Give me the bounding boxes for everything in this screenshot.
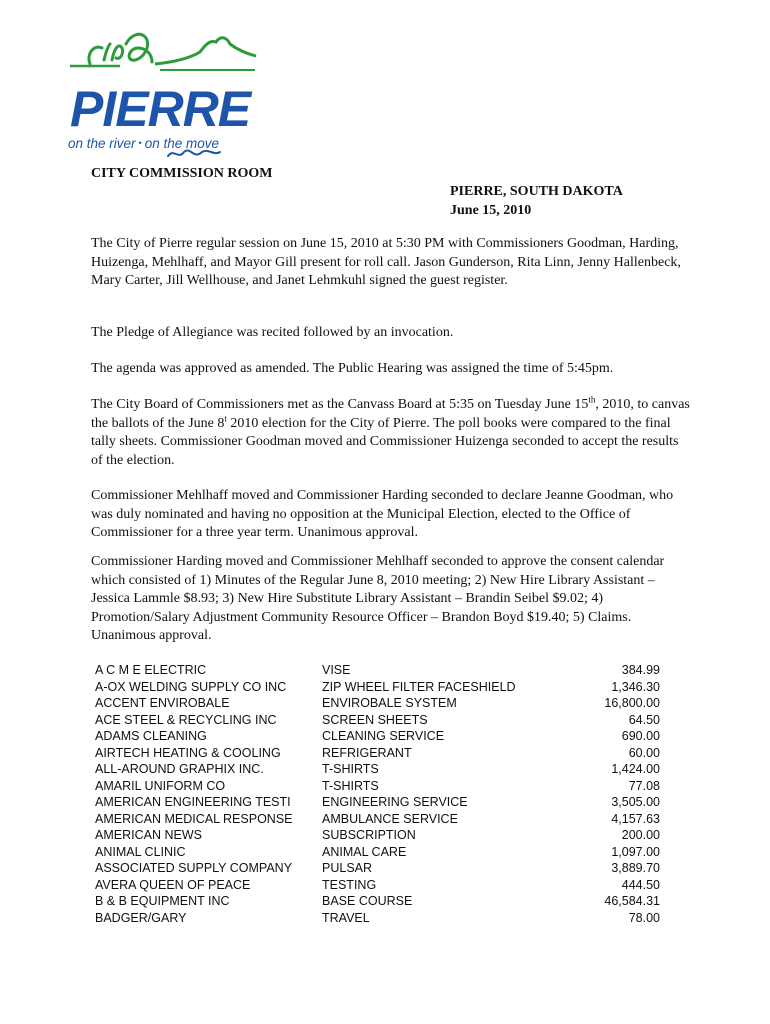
claim-row	[95, 695, 660, 712]
claim-row	[95, 662, 660, 679]
claim-row	[95, 712, 660, 729]
claim-row	[95, 778, 660, 795]
claim-description: VISE	[322, 663, 351, 677]
claim-vendor: AMARIL UNIFORM CO	[95, 778, 226, 793]
claim-amount: 46,584.31	[604, 894, 660, 908]
claim-amount: 3,505.00	[611, 795, 660, 809]
claim-vendor: AIRTECH HEATING & COOLING	[95, 745, 281, 760]
claim-amount: 78.00	[628, 910, 660, 925]
commissioner-election-paragraph: Commissioner Mehlhaff moved and Commissioner Harding seconded to declare Jeanne Goodman, who was duly nominated and having no opposition at the Municipal Election, elected to the Office of Commissioner for a three year term. Unanimous approval.	[91, 488, 674, 540]
claim-vendor: AMERICAN MEDICAL RESPONSE	[95, 811, 293, 826]
claim-description: TRAVEL	[322, 910, 370, 925]
claim-vendor: ACE STEEL & RECYCLING INC	[95, 712, 277, 727]
claim-vendor: ALL-AROUND GRAPHIX INC.	[95, 762, 264, 776]
claim-row	[95, 860, 660, 877]
claim-amount: 16,800.00	[604, 696, 660, 710]
claim-description: REFRIGERANT	[322, 745, 412, 760]
canvass-text-b: , 2010, to canvas the ballots of the June 8	[91, 397, 690, 431]
claim-amount: 3,889.70	[611, 861, 660, 875]
meeting-date: June 15, 2010	[450, 203, 532, 218]
claim-row	[95, 679, 660, 696]
claim-vendor: ADAMS CLEANING	[95, 729, 207, 743]
claim-description: SUBSCRIPTION	[322, 828, 416, 842]
logo-wordmark: PIERRE	[70, 81, 251, 137]
logo-underline-swoosh	[164, 146, 224, 162]
claim-vendor: B & B EQUIPMENT INC	[95, 894, 230, 908]
canvass-text-c: 2010 election for the City of Pierre. The poll books were compared to the final tally sheets. Commissioner Goodman moved and Commissioner Huizenga seconded to accept the results of the election.	[91, 415, 679, 468]
pledge-paragraph: The Pledge of Allegiance was recited followed by an invocation.	[91, 325, 454, 340]
location-date-heading	[450, 182, 623, 220]
canvass-text-a: The City Board of Commissioners met as the Canvass Board at 5:35 on Tuesday June 15	[91, 397, 589, 412]
claim-amount: 60.00	[628, 745, 660, 760]
tagline-right: on the move	[144, 136, 219, 151]
claim-description: T-SHIRTS	[322, 762, 379, 776]
claim-amount: 64.50	[628, 712, 660, 727]
consent-calendar-paragraph: Commissioner Harding moved and Commissioner Mehlhaff seconded to approve the consent calendar which consisted of 1) Minutes of the Regular June 8, 2010 meeting; 2) New Hire Library Assistant – Jessica Lammle $8.93; 3) New Hire Substitute Library Assistant – Brandin Seibel $9.02; 4) Promotion/Salary Adjustment Community Resource Officer – Brandon Boyd $19.40; 5) Claims. Unanimous approval.	[91, 554, 665, 643]
claim-amount: 444.50	[621, 877, 660, 892]
claim-row	[95, 811, 660, 828]
claim-row	[95, 761, 660, 778]
claim-description: AMBULANCE SERVICE	[322, 811, 458, 826]
claim-amount: 1,346.30	[611, 679, 660, 694]
claim-description: ZIP WHEEL FILTER FACESHIELD	[322, 679, 516, 694]
claim-vendor: AMERICAN ENGINEERING TESTI	[95, 795, 291, 809]
claim-description: ANIMAL CARE	[322, 844, 407, 859]
claim-amount: 77.08	[628, 778, 660, 793]
claim-vendor: A-OX WELDING SUPPLY CO INC	[95, 679, 287, 694]
city-heading: PIERRE, SOUTH DAKOTA	[450, 184, 623, 199]
agenda-paragraph: The agenda was approved as amended. The Public Hearing was assigned the time of 5:45pm.	[91, 361, 614, 376]
claim-description: T-SHIRTS	[322, 778, 379, 793]
claim-description: ENGINEERING SERVICE	[322, 795, 468, 809]
claim-description: TESTING	[322, 877, 377, 892]
claim-row	[95, 893, 660, 910]
claim-row	[95, 745, 660, 762]
tagline-left: on the river	[68, 136, 136, 151]
tagline-separator: •	[138, 138, 142, 148]
claim-description: SCREEN SHEETS	[322, 712, 428, 727]
canvass-sup-t: t	[224, 412, 227, 423]
claim-description: PULSAR	[322, 861, 373, 875]
claim-row	[95, 794, 660, 811]
claim-description: BASE COURSE	[322, 894, 413, 908]
claim-row	[95, 844, 660, 861]
claim-vendor: ACCENT ENVIROBALE	[95, 696, 230, 710]
room-heading: CITY COMMISSION ROOM	[91, 166, 273, 181]
claim-vendor: ASSOCIATED SUPPLY COMPANY	[95, 861, 293, 875]
claim-amount: 1,424.00	[611, 762, 660, 776]
claim-amount: 384.99	[621, 663, 660, 677]
claims-table	[95, 662, 660, 926]
claim-vendor: AMERICAN NEWS	[95, 828, 202, 842]
canvass-paragraph	[91, 396, 691, 470]
claim-vendor: AVERA QUEEN OF PEACE	[95, 877, 251, 892]
claim-row	[95, 827, 660, 844]
claim-row	[95, 728, 660, 745]
claim-amount: 690.00	[621, 729, 660, 743]
claim-amount: 4,157.63	[611, 811, 660, 826]
canvass-sup-th: th	[588, 394, 596, 405]
claim-description: ENVIROBALE SYSTEM	[322, 696, 457, 710]
claim-vendor: ANIMAL CLINIC	[95, 844, 186, 859]
roll-call-paragraph: The City of Pierre regular session on June 15, 2010 at 5:30 PM with Commissioners Goodman, Harding, Huizenga, Mehlhaff, and Mayor Gill present for roll call. Jason Gunderson, Rita Linn, Jenny Hallenbeck, Mary Carter, Jill Wellhouse, and Janet Lehmkuhl signed the guest register.	[91, 236, 681, 288]
claim-row	[95, 910, 660, 927]
claim-row	[95, 877, 660, 894]
claim-amount: 200.00	[621, 828, 660, 842]
claim-vendor: BADGER/GARY	[95, 910, 187, 925]
claim-description: CLEANING SERVICE	[322, 729, 445, 743]
city-logo	[60, 14, 260, 154]
claim-amount: 1,097.00	[611, 844, 660, 859]
claim-vendor: A C M E ELECTRIC	[95, 663, 207, 677]
